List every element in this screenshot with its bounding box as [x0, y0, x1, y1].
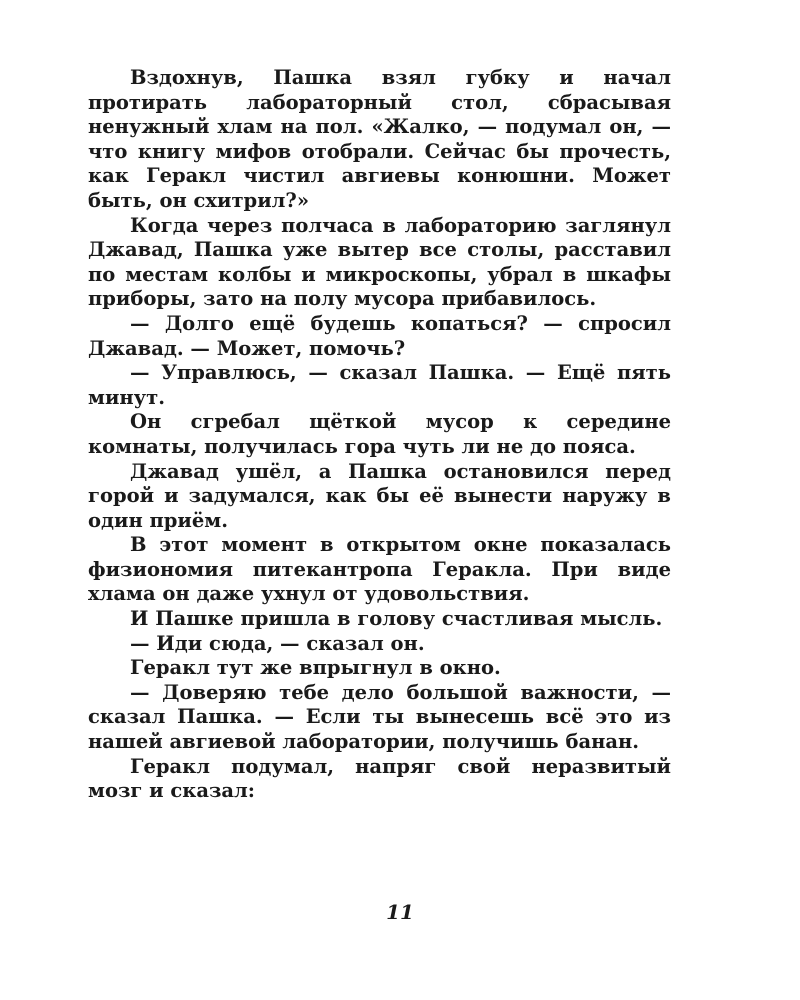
paragraph: Он сгребал щёткой мусор к середине комнаты, получилась гора чуть ли не до пояса. — [88, 410, 671, 458]
paragraph: — Доверяю тебе дело большой важности, — сказал Пашка. — Если ты вынесешь всё это из нашей авгиевой лаборатории, получишь банан. — [88, 680, 671, 754]
paragraph: В этот момент в открытом окне показалась физиономия питекантропа Геракла. При виде хлама он даже ухнул от удовольствия. — [88, 533, 671, 606]
body-text — [88, 66, 671, 804]
paragraph: Геракл тут же впрыгнул в окно. — [130, 656, 501, 680]
paragraph: И Пашке пришла в голову счастливая мысль. — [130, 607, 663, 631]
paragraph: Вздохнув, Пашка взял губку и начал протирать лабораторный стол, сбрасывая ненужный хлам на пол. «Жалко, — подумал он, — что книгу мифов отобрали. Сейчас бы прочесть, как Геракл чистил авгиевы конюшни. Может быть, он схитрил?» — [88, 66, 671, 212]
page-number: 11 — [386, 900, 414, 924]
paragraph: Геракл подумал, напряг свой неразвитый мозг и сказал: — [88, 754, 671, 803]
paragraph: — Управлюсь, — сказал Пашка. — Ещё пять минут. — [88, 361, 671, 409]
paragraph: Когда через полчаса в лабораторию заглянул Джавад, Пашка уже вытер все столы, расставил по местам колбы и микроскопы, убрал в шкафы приборы, зато на полу мусора прибавилось. — [88, 213, 671, 311]
paragraph: — Иди сюда, — сказал он. — [130, 631, 425, 655]
paragraph: Джавад ушёл, а Пашка остановился перед горой и задумался, как бы её вынести наружу в один приём. — [88, 459, 671, 532]
paragraph: — Долго ещё будешь копаться? — спросил Джавад. — Может, помочь? — [88, 311, 671, 360]
